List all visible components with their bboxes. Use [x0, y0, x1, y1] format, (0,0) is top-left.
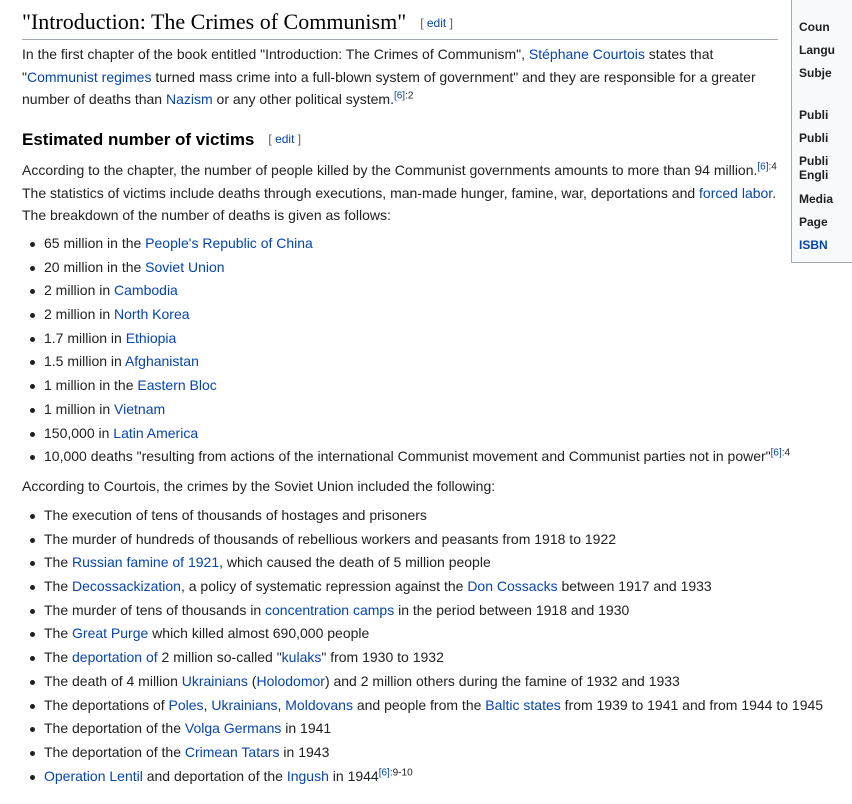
list-item — [22, 528, 823, 552]
subsection-edit: [ edit ] — [268, 132, 302, 146]
citation-page: :4 — [781, 447, 791, 459]
list-item — [22, 303, 790, 327]
citation-page: :2 — [405, 90, 414, 102]
infobox-label: Publi — [799, 154, 829, 168]
text: The statistics of victims include deaths through executions, man-made hunger, famine, war, deportations and — [22, 184, 700, 201]
text: states that " — [22, 46, 714, 85]
text: 150,000 in — [44, 424, 114, 441]
list-item — [22, 765, 823, 789]
text: from 1939 to 1941 and from 1944 to 1945 — [560, 696, 824, 713]
text: 1.7 million in — [44, 329, 126, 346]
text: " from 1930 to 1932 — [321, 649, 444, 666]
victims-link[interactable]: Afghanistan — [124, 353, 199, 370]
text: The — [44, 554, 73, 571]
list-item — [22, 717, 823, 741]
infobox-label: Media — [799, 192, 834, 206]
text: , a policy of systematic repression against the — [180, 578, 468, 595]
victims-link[interactable]: People's Republic of China — [145, 235, 313, 251]
subsection-title: Estimated number of victims — [22, 130, 255, 149]
text: The execution of tens of thousands of hostages and prisoners — [44, 507, 427, 523]
link-great-purge[interactable]: Great Purge — [72, 625, 149, 642]
list-item — [22, 551, 823, 575]
text: in 1943 — [279, 743, 330, 760]
text: In the first chapter of the book entitled "Introduction: The Crimes of Communism", — [22, 46, 529, 62]
infobox-label: Publi — [799, 131, 829, 145]
infobox-label: Subje — [799, 66, 832, 80]
list-item — [22, 256, 790, 280]
infobox-label: Coun — [799, 20, 830, 34]
citation — [771, 448, 790, 459]
text: , — [277, 696, 286, 713]
link-deportation[interactable]: deportation of — [72, 649, 158, 666]
link-decossackization[interactable]: Decossackization — [72, 578, 181, 595]
list-item — [22, 327, 790, 351]
victims-link[interactable]: Eastern Bloc — [137, 377, 217, 394]
list-item — [22, 694, 823, 718]
victims-link[interactable]: Cambodia — [114, 282, 178, 299]
list-item — [22, 646, 823, 670]
text: 2 million so-called " — [157, 649, 282, 666]
victims-link[interactable]: Latin America — [113, 424, 199, 441]
infobox-label: Publi — [799, 108, 829, 122]
link-forced-labor[interactable]: forced labor — [699, 184, 773, 201]
text: 2 million in — [44, 282, 115, 299]
link-baltic-states[interactable]: Baltic states — [485, 696, 561, 713]
text: ) and 2 million others during the famine of 1932 and 1933 — [324, 672, 680, 689]
list-item — [22, 504, 823, 528]
text: 1 million in — [44, 400, 115, 417]
victims-link[interactable]: Ethiopia — [125, 329, 177, 346]
list-item — [22, 575, 823, 599]
citation-link[interactable]: [6] — [378, 766, 390, 778]
text: which killed almost 690,000 people — [148, 625, 370, 642]
text: 20 million in the — [44, 258, 146, 275]
infobox-label: Langu — [799, 43, 835, 57]
text: and deportation of the — [142, 767, 287, 784]
text: in 1944 — [328, 767, 379, 784]
citation — [757, 161, 776, 172]
subsection-edit-link[interactable]: edit — [275, 132, 295, 146]
link-moldovans[interactable]: Moldovans — [285, 696, 353, 713]
link-poles[interactable]: Poles — [168, 696, 204, 713]
link-volga-germans[interactable]: Volga Germans — [184, 720, 282, 737]
link-ingush[interactable]: Ingush — [286, 767, 329, 784]
victims-link[interactable]: North Korea — [114, 306, 190, 323]
link-kulaks[interactable]: kulaks — [281, 649, 322, 666]
text: The — [44, 578, 73, 595]
text: The deportation of the — [44, 720, 185, 737]
victims-link[interactable]: Soviet Union — [145, 258, 225, 275]
link-operation-lentil[interactable]: Operation Lentil — [44, 767, 143, 784]
infobox-label: Engli — [799, 168, 829, 182]
section-title: "Introduction: The Crimes of Communism" — [22, 9, 407, 34]
list-item — [22, 670, 823, 694]
list-item — [22, 374, 790, 398]
link-holodomor[interactable]: Holodomor — [256, 672, 325, 689]
list-item — [22, 622, 823, 646]
text: in the period between 1918 and 1930 — [394, 601, 630, 618]
text: . The breakdown of the number of deaths is given as follows: — [22, 184, 777, 224]
text: ( — [247, 672, 257, 689]
text: The deportation of the — [44, 743, 185, 760]
intro-paragraph — [22, 43, 772, 111]
citation — [379, 767, 413, 778]
list-item — [22, 445, 790, 469]
text: 1.5 million in — [44, 353, 125, 370]
citation-link[interactable]: [6] — [770, 447, 782, 459]
citation-link[interactable]: [6] — [757, 161, 769, 173]
text: and people from the — [352, 696, 486, 713]
text: 1 million in the — [44, 377, 138, 394]
text: or any other political system. — [212, 91, 394, 108]
link-ukrainians-2[interactable]: Ukrainians — [211, 696, 278, 713]
list-item — [22, 232, 790, 256]
infobox-label: Page — [799, 215, 828, 229]
link-nazism[interactable]: Nazism — [166, 91, 213, 108]
text: The — [44, 649, 73, 666]
text: 65 million in the — [44, 235, 146, 251]
list-item — [22, 350, 790, 374]
link-russian-famine[interactable]: Russian famine of 1921 — [72, 554, 220, 571]
link-don-cossacks[interactable]: Don Cossacks — [467, 578, 558, 595]
victims-list — [22, 232, 790, 469]
section-heading — [22, 8, 778, 40]
text: between 1917 and 1933 — [557, 578, 712, 595]
list-item — [22, 422, 790, 446]
crimes-list — [22, 504, 823, 788]
text: 2 million in — [44, 306, 115, 323]
list-item — [22, 741, 823, 765]
section-edit: [ edit ] — [420, 16, 453, 30]
link-ukrainians[interactable]: Ukrainians — [181, 672, 248, 689]
list-item — [22, 599, 823, 623]
citation-link[interactable]: [6] — [393, 90, 406, 102]
text: According to the chapter, the number of people killed by the Communist governments amounts to more than 94 million. — [22, 162, 758, 178]
citation-page: :4 — [768, 161, 777, 173]
text: The deportations of — [44, 696, 169, 713]
infobox — [791, 0, 852, 263]
text: turned mass crime into a full-blown system of government" and they are responsible for a greater number of deaths than — [22, 68, 756, 108]
text: 10,000 deaths "resulting from actions of the international Communist movement and Communist parties not in power" — [44, 448, 771, 465]
infobox-isbn-link[interactable]: ISBN — [799, 238, 828, 252]
text: , which caused the death of 5 million people — [219, 554, 491, 571]
victims-paragraph — [22, 159, 782, 227]
text: The — [44, 625, 73, 642]
text: The murder of hundreds of thousands of rebellious workers and peasants from 1918 to 1922 — [44, 530, 617, 547]
link-crimean-tatars[interactable]: Crimean Tatars — [184, 743, 280, 760]
text: in 1941 — [281, 720, 332, 737]
citation-page: :9-10 — [389, 766, 413, 778]
list-item — [22, 279, 790, 303]
citation — [394, 91, 413, 102]
link-communist-regimes[interactable]: Communist regimes — [26, 68, 152, 85]
section-edit-link[interactable]: edit — [426, 16, 447, 30]
link-concentration-camps[interactable]: concentration camps — [265, 601, 395, 618]
text: The murder of tens of thousands in — [44, 601, 266, 618]
link-stephane-courtois[interactable]: Stéphane Courtois — [528, 46, 645, 62]
victims-link[interactable]: Vietnam — [114, 400, 166, 417]
list-item — [22, 398, 790, 422]
subsection-heading — [22, 127, 301, 152]
courtois-paragraph: According to Courtois, the crimes by the Soviet Union included the following: — [22, 478, 496, 494]
text: The death of 4 million — [44, 672, 182, 689]
text: , — [203, 696, 212, 713]
